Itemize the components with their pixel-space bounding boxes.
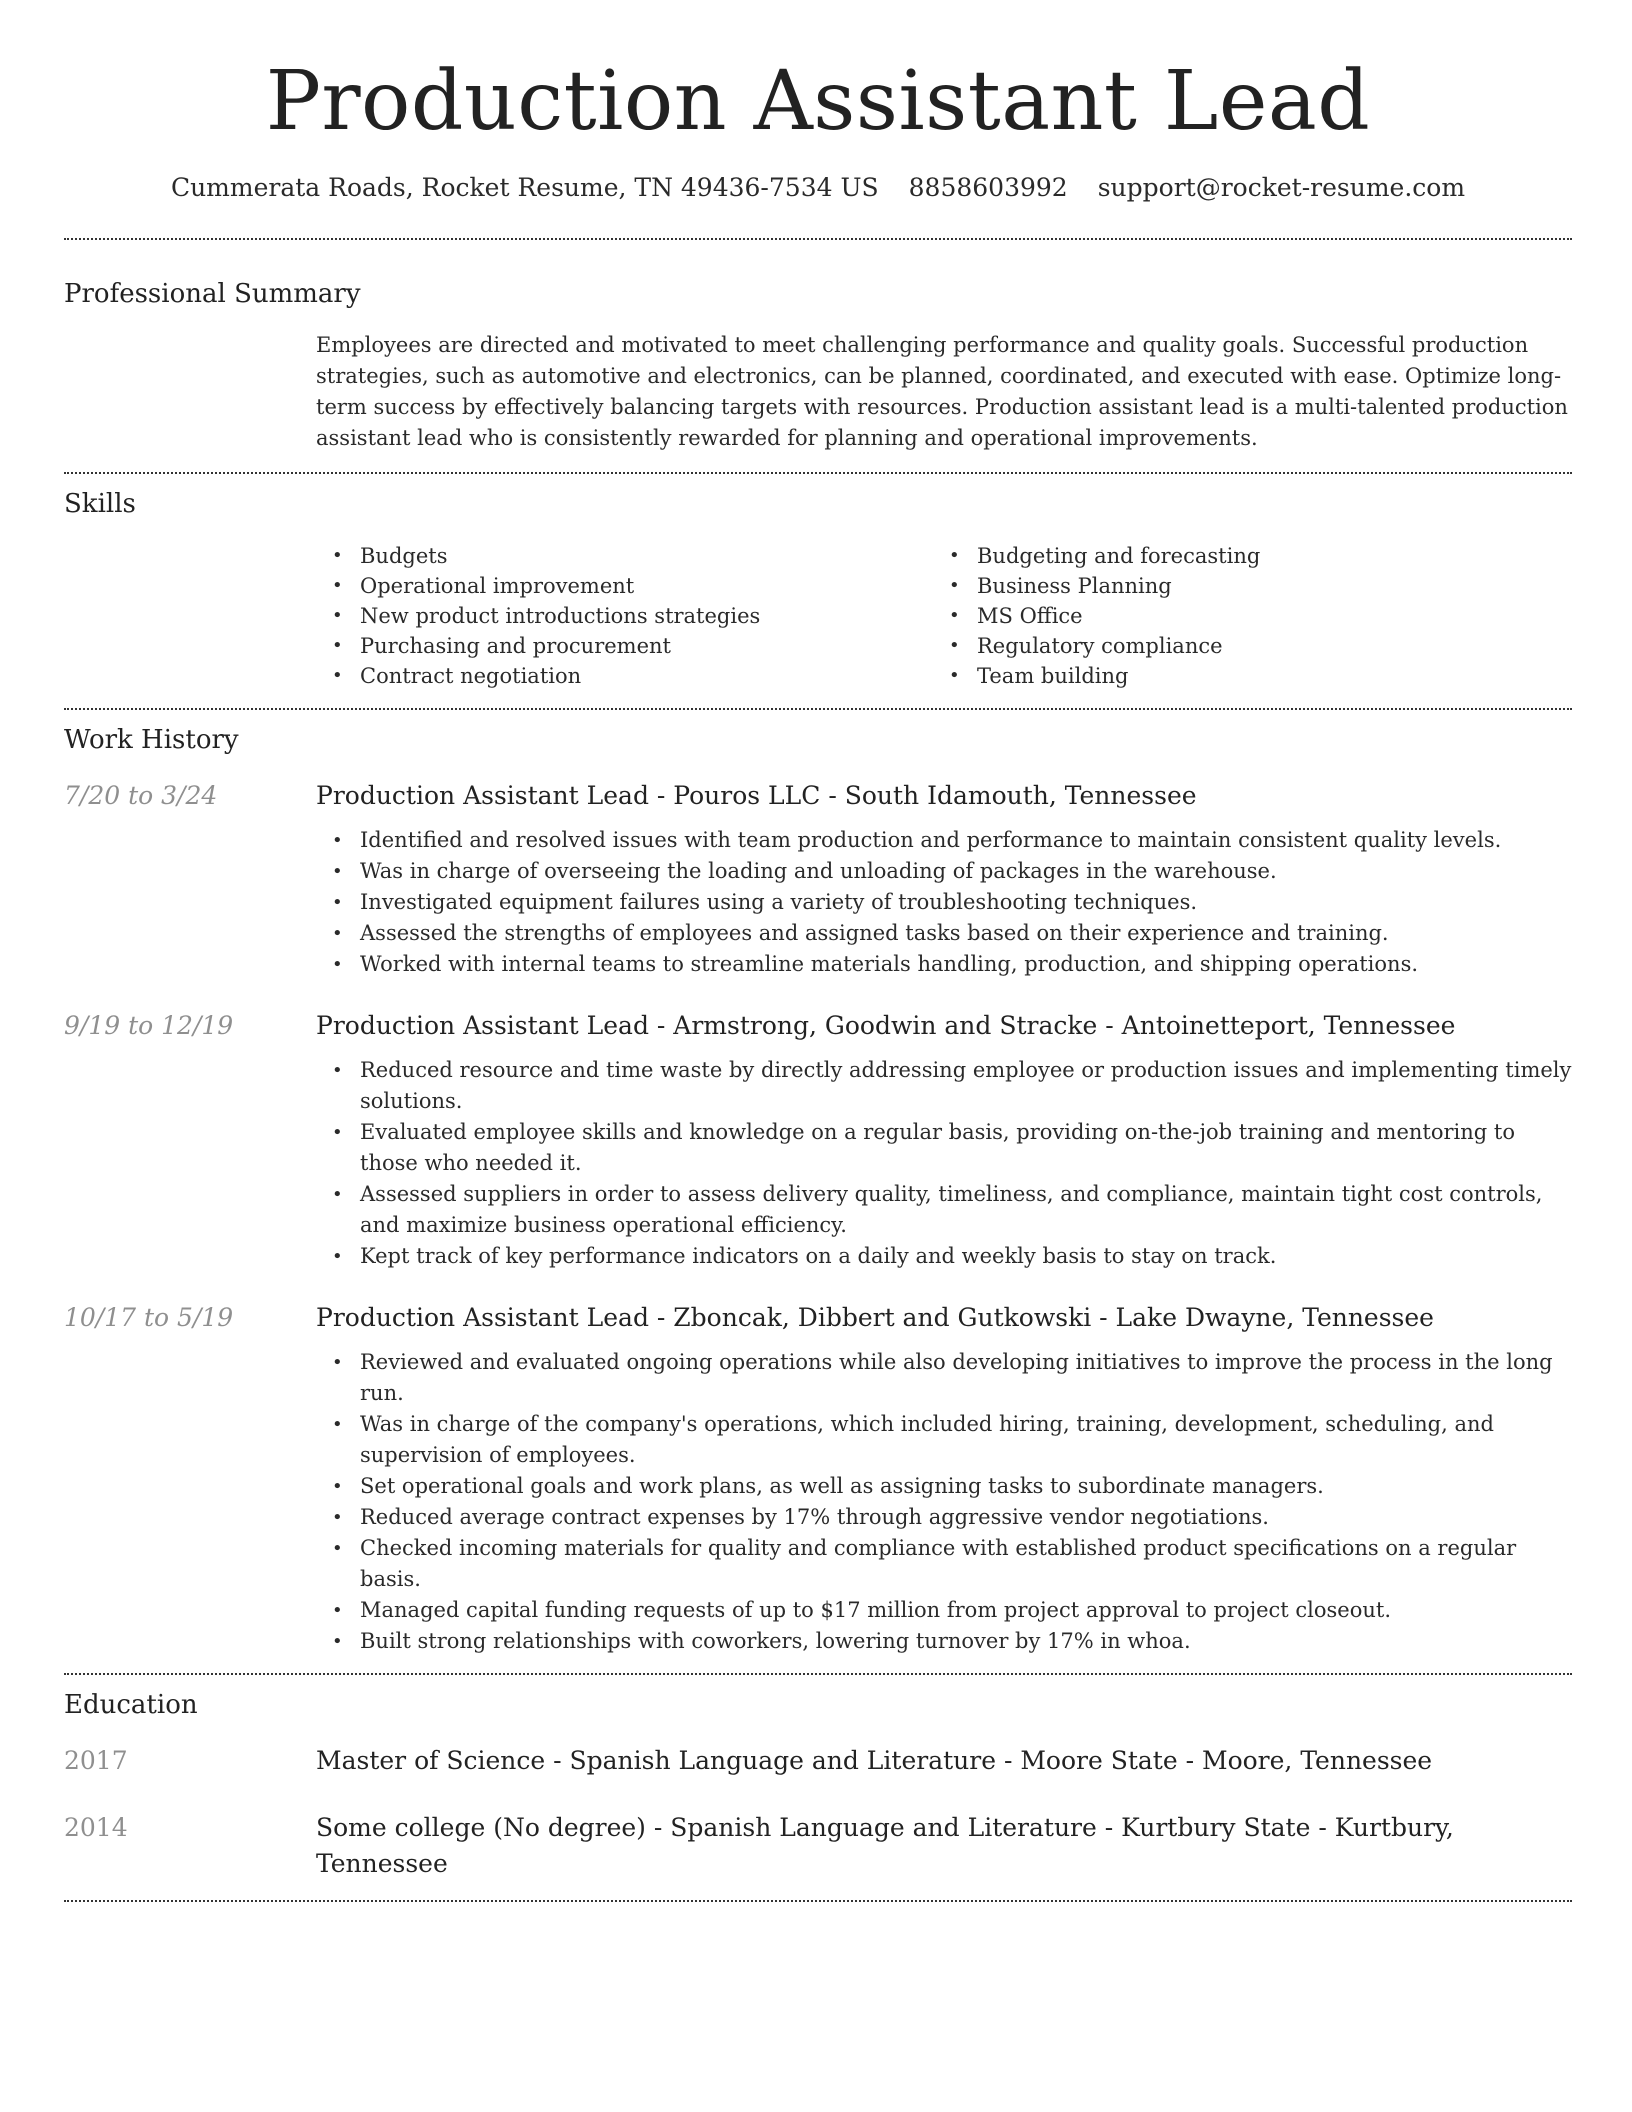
job-title: Production Assistant Lead - Pouros LLC - South Idamouth, Tennessee (316, 781, 1197, 810)
skill-item: • Purchasing and procurement (316, 631, 933, 661)
education-degree: Master of Science - Spanish Language and Literature - Moore State - Moore, Tennessee (316, 1746, 1433, 1775)
skill-item: • New product introductions strategies (316, 601, 933, 631)
skill-item: • Budgeting and forecasting (933, 541, 1550, 571)
job-bullet: • Built strong relationships with coworkers, lowering turnover by 17% in whoa. (316, 1626, 1572, 1657)
skill-item: • Team building (933, 661, 1550, 691)
skill-item: • MS Office (933, 601, 1550, 631)
education-entry (64, 1743, 1572, 1779)
skills-column-left (316, 541, 933, 691)
section-divider (64, 1673, 1572, 1675)
resume-name: Production Assistant Lead (265, 54, 1371, 149)
contact-phone: 8858603992 (908, 173, 1068, 202)
skills-list (316, 541, 1572, 691)
section-divider (64, 708, 1572, 710)
section-divider (64, 238, 1572, 240)
skill-item: • Operational improvement (316, 571, 933, 601)
job-dates: 10/17 to 5/19 (64, 1303, 234, 1332)
job-bullets (316, 825, 1572, 980)
contact-line (64, 170, 1572, 206)
education-year: 2014 (64, 1813, 128, 1842)
resume-page (64, 0, 1572, 1902)
summary-heading: Professional Summary (64, 279, 361, 309)
skill-item: • Business Planning (933, 571, 1550, 601)
education-entry (64, 1810, 1572, 1882)
job-bullets (316, 1055, 1572, 1272)
section-divider (64, 1900, 1572, 1902)
contact-email: support@rocket-resume.com (1097, 173, 1466, 202)
job-entry (64, 1008, 1572, 1272)
job-bullets (316, 1347, 1572, 1657)
skill-item: • Regulatory compliance (933, 631, 1550, 661)
job-title: Production Assistant Lead - Armstrong, Goodwin and Stracke - Antoinetteport, Tennessee (316, 1011, 1456, 1040)
job-dates: 9/19 to 12/19 (64, 1011, 234, 1040)
education-year: 2017 (64, 1746, 128, 1775)
education-degree: Some college (No degree) - Spanish Language and Literature - Kurtbury State - Kurtbury, Tennessee (316, 1813, 1454, 1878)
job-bullet: • Worked with internal teams to streamline materials handling, production, and shipping operations. (316, 949, 1572, 980)
job-bullet: • Assessed the strengths of employees and assigned tasks based on their experience and training. (316, 918, 1572, 949)
skills-heading: Skills (64, 489, 136, 519)
skill-item: • Budgets (316, 541, 933, 571)
work-heading: Work History (64, 725, 239, 755)
job-bullet: • Identified and resolved issues with team production and performance to maintain consistent quality levels. (316, 825, 1572, 856)
job-bullet: • Assessed suppliers in order to assess delivery quality, timeliness, and compliance, maintain tight cost controls, and maximize business operational efficiency. (316, 1179, 1572, 1241)
job-bullet: • Reduced resource and time waste by directly addressing employee or production issues and implementing timely solutions. (316, 1055, 1572, 1117)
job-bullet: • Managed capital funding requests of up to $17 million from project approval to project closeout. (316, 1595, 1572, 1626)
job-bullet: • Reduced average contract expenses by 17% through aggressive vendor negotiations. (316, 1502, 1572, 1533)
skills-column-right (933, 541, 1550, 691)
job-bullet: • Investigated equipment failures using a variety of troubleshooting techniques. (316, 887, 1572, 918)
job-entry (64, 778, 1572, 980)
summary-text: Employees are directed and motivated to meet challenging performance and quality goals. Successful production strategies, such as automotive and electronics, can be planned, coordinated, and executed with ease. Optimize long-term success by effectively balancing targets with resources. Production assistant lead is a multi-talented production assistant lead who is consistently rewarded for planning and operational improvements. (316, 333, 1568, 450)
job-bullet: • Was in charge of the company's operations, which included hiring, training, development, scheduling, and supervision of employees. (316, 1409, 1572, 1471)
skill-item: • Contract negotiation (316, 661, 933, 691)
job-bullet: • Checked incoming materials for quality and compliance with established product specifications on a regular basis. (316, 1533, 1572, 1595)
job-bullet: • Evaluated employee skills and knowledge on a regular basis, providing on-the-job training and mentoring to those who needed it. (316, 1117, 1572, 1179)
job-bullet: • Was in charge of overseeing the loading and unloading of packages in the warehouse. (316, 856, 1572, 887)
contact-address: Cummerata Roads, Rocket Resume, TN 49436-7534 US (170, 173, 879, 202)
job-dates: 7/20 to 3/24 (64, 781, 218, 810)
job-bullet: • Reviewed and evaluated ongoing operations while also developing initiatives to improve the process in the long run. (316, 1347, 1572, 1409)
job-entry (64, 1300, 1572, 1657)
job-bullet: • Set operational goals and work plans, as well as assigning tasks to subordinate managers. (316, 1471, 1572, 1502)
job-title: Production Assistant Lead - Zboncak, Dibbert and Gutkowski - Lake Dwayne, Tennessee (316, 1303, 1434, 1332)
section-divider (64, 472, 1572, 474)
education-heading: Education (64, 1690, 198, 1720)
job-bullet: • Kept track of key performance indicators on a daily and weekly basis to stay on track. (316, 1241, 1572, 1272)
